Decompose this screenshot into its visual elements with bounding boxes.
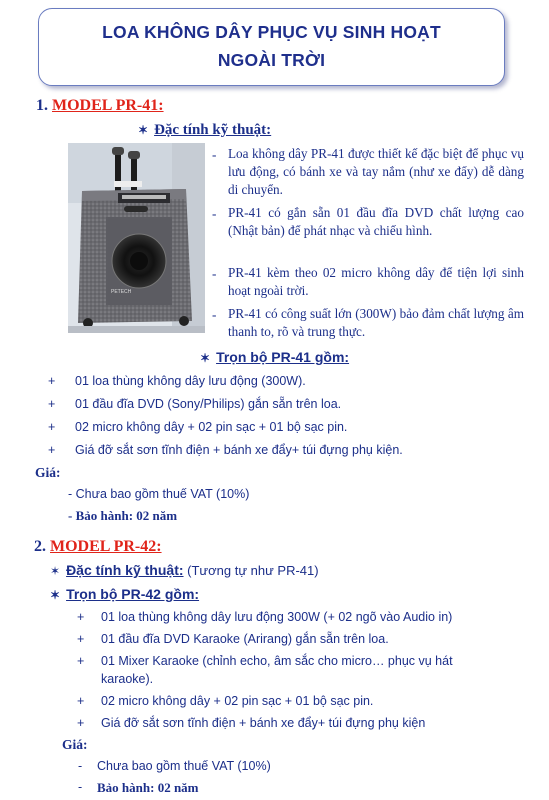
model1-spec-3: PR-41 kèm theo 02 micro không dây để tiện lợi sinh hoạt ngoài trời. (228, 265, 524, 298)
speaker-image (68, 143, 205, 333)
model1-warranty: - Bảo hành: 02 năm (68, 508, 178, 523)
model1-price-note: - Chưa bao gồm thuế VAT (10%) (68, 487, 250, 501)
model1-heading (36, 97, 164, 115)
model2-set-item-1: 01 loa thùng không dây lưu động 300W (+ 02 ngõ vào Audio in) (101, 610, 453, 624)
model1-spec-1: Loa không dây PR-41 được thiết kế đặc biệt để phục vụ lưu động, có bánh xe và tay nắm (như xe đẩy) dễ dàng di chuyển. (228, 146, 524, 197)
model2-set-heading (50, 586, 199, 602)
star-icon: ✶ (200, 351, 211, 365)
brand-label: PETECH (111, 289, 132, 295)
model2-set-item-3-cont: karaoke). (101, 672, 154, 686)
model1-spec-heading (138, 122, 271, 139)
model1-set-item-2: 01 đầu đĩa DVD (Sony/Philips) gắn sẵn trên loa. (75, 397, 342, 411)
plus-icon: + (77, 716, 85, 730)
model1-set-item-3: 02 micro không dây + 02 pin sạc + 01 bộ sạc pin. (75, 420, 348, 434)
spec-dash: - (212, 147, 217, 162)
plus-icon: + (77, 654, 85, 668)
star-icon: ✶ (138, 123, 149, 137)
model2-spec-heading (50, 562, 319, 578)
plus-icon: + (48, 374, 56, 388)
model1-spec-4: PR-41 có công suất lớn (300W) bảo đảm chất lượng âm thanh to, rõ và trung thực. (228, 306, 524, 339)
plus-icon: + (77, 610, 85, 624)
model1-set-item-1: 01 loa thùng không dây lưu động (300W). (75, 374, 306, 388)
model1-spec-heading-text: Đặc tính kỹ thuật: (154, 122, 272, 138)
spec-dash: - (212, 266, 217, 281)
model1-set-heading (200, 349, 349, 365)
model2-spec-note: (Tương tự như PR-41) (183, 563, 319, 578)
model2-number: 2. (34, 538, 46, 555)
title-line-2: NGOÀI TRỜI (217, 50, 326, 70)
model1-name: MODEL PR-41: (52, 97, 164, 114)
model2-heading (34, 538, 162, 556)
plus-icon: + (48, 420, 56, 434)
spec-dash: - (212, 206, 217, 221)
model1-spec-2: PR-41 có gắn sẵn 01 đầu đĩa DVD chất lượng cao (Nhật bản) để phát nhạc và chiếu hình. (228, 205, 524, 238)
model2-name: MODEL PR-42: (50, 538, 162, 555)
dash-icon: - (78, 780, 83, 794)
model2-set-item-2: 01 đầu đĩa DVD Karaoke (Arirang) gắn sẵn trên loa. (101, 632, 389, 646)
plus-icon: + (48, 397, 56, 411)
model1-price-label: Giá: (35, 465, 61, 480)
dash-icon: - (78, 759, 83, 773)
spec-dash: - (212, 307, 217, 322)
model2-spec-heading-text: Đặc tính kỹ thuật: (66, 562, 184, 578)
model2-price-note: Chưa bao gồm thuế VAT (10%) (97, 759, 271, 773)
model2-set-item-5: Giá đỡ sắt sơn tĩnh điện + bánh xe đẩy+ túi đựng phụ kiện (101, 716, 426, 730)
model2-price-label: Giá: (62, 737, 88, 752)
title-line-1: LOA KHÔNG DÂY PHỤC VỤ SINH HOẠT (102, 22, 441, 42)
model1-set-item-4: Giá đỡ sắt sơn tĩnh điện + bánh xe đẩy+ túi đựng phụ kiện. (75, 443, 403, 457)
title-box (38, 8, 505, 86)
model2-set-item-3: 01 Mixer Karaoke (chỉnh echo, âm sắc cho micro… phục vụ hát (101, 654, 453, 668)
star-icon: ✶ (50, 564, 61, 578)
model2-set-item-4: 02 micro không dây + 02 pin sạc + 01 bộ sạc pin. (101, 694, 374, 708)
model1-set-heading-text: Trọn bộ PR-41 gồm: (216, 349, 350, 365)
star-icon: ✶ (50, 588, 61, 602)
plus-icon: + (77, 694, 85, 708)
plus-icon: + (48, 443, 56, 457)
plus-icon: + (77, 632, 85, 646)
model1-number: 1. (36, 97, 48, 114)
model2-set-heading-text: Trọn bộ PR-42 gồm: (66, 586, 200, 602)
model2-warranty: Bảo hành: 02 năm (97, 780, 199, 795)
